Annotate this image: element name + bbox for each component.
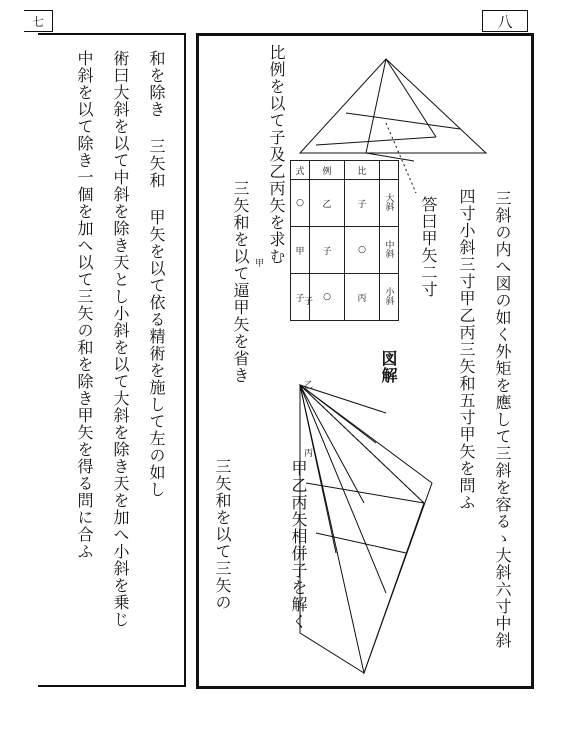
ratio-header-1: 例 [310,161,345,180]
ratio-cell: ○ [291,180,310,227]
top-triangle-diagram [300,59,486,161]
method-column-subtract: 三矢和を以て逼甲矢を省き [231,180,250,384]
ratio-row-label: 大斜 [380,180,399,227]
problem-column-2: 四寸小斜三寸甲乙丙三矢和五寸甲矢を問ふ [457,188,476,511]
ratio-row-label: 小斜 [380,274,399,321]
left-column-1: 和を除き 三矢和 甲矢を以て依る精術を施して左の如し [147,50,166,498]
ratio-cell: 甲 [291,227,310,274]
label-otsu: 乙 [302,380,312,390]
ratio-cell: ○ [345,227,380,274]
label-ko: 甲 [253,258,263,268]
method-column-sum: 三矢和を以て三矢の [213,458,232,611]
ratio-header-0: 式 [291,161,310,180]
geometry-diagrams [196,33,531,683]
diagram-title: 図解 [379,350,398,384]
left-column-2: 術曰大斜を以て中斜を除き天とし小斜を以て大斜を除き天を加へ小斜を乗じ [111,50,130,628]
construction-line [386,123,416,193]
page-number-right: 八 [482,10,528,32]
ratio-cell: 子 [345,180,380,227]
problem-column-1: 三斜の内へ図の如く外矩を應して三斜を容るゝ大斜六寸中斜 [493,190,512,649]
left-column-3: 中斜を以て除き一個を加へ以て三矢の和を除き甲矢を得る問に合ふ [75,50,94,560]
label-zi: 子 [302,296,312,306]
method-column-decompose: 甲乙丙矢相併子を解く [289,460,308,630]
method-column-ratio: 比例を以て子及乙丙矢を求む [267,44,286,265]
label-hei: 丙 [302,448,312,458]
answer-column: 答曰甲矢二寸 [419,196,438,298]
ratio-row-label: 中斜 [380,227,399,274]
ratio-header-2: 比 [345,161,380,180]
ratio-cell: 乙 [310,180,345,227]
ratio-cell: 子 [310,227,345,274]
lower-triangle-diagram [300,385,432,673]
ratio-cell: 子 [291,274,310,321]
ratio-cell: ○ [310,274,345,321]
ratio-cell: 丙 [345,274,380,321]
page-number-left: 七 [24,10,53,32]
